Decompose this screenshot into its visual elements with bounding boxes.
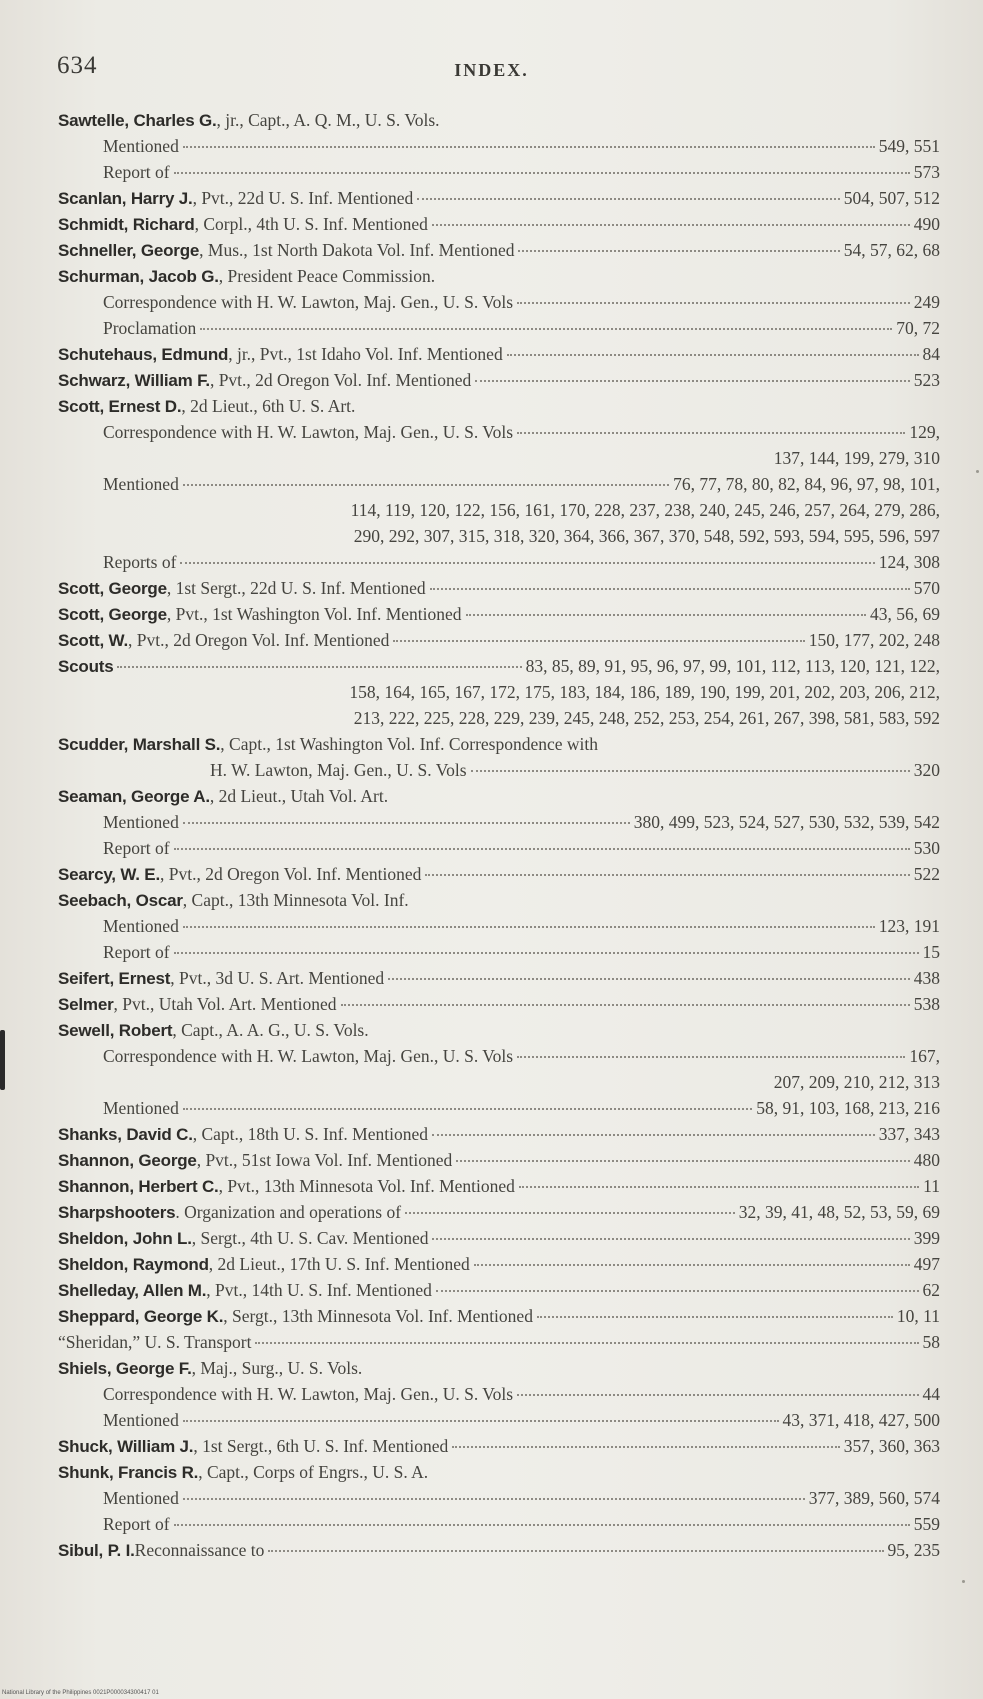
dot-leader	[436, 1274, 919, 1292]
dot-leader	[117, 650, 521, 668]
dot-leader	[268, 1534, 883, 1552]
page-references: 83, 85, 89, 91, 95, 96, 97, 99, 101, 112, 113, 120, 121, 122,	[525, 656, 940, 676]
entry-text: Mentioned	[103, 1410, 179, 1430]
index-continuation	[730, 1070, 940, 1094]
entry-name: Sharpshooters	[58, 1203, 176, 1222]
index-subentry	[103, 160, 940, 184]
entry-text: , Corpl., 4th U. S. Inf. Mentioned	[194, 214, 428, 234]
index-entry	[58, 1278, 940, 1302]
page-references: 320	[913, 760, 940, 780]
dot-leader	[452, 1430, 840, 1448]
dot-leader	[183, 130, 875, 148]
entry-text: , Pvt., 2d Oregon Vol. Inf. Mentioned	[159, 864, 422, 884]
index-subentry	[103, 472, 940, 496]
page-references: 84	[922, 344, 940, 364]
page-references: 207, 209, 210, 212, 313	[773, 1072, 940, 1092]
entry-text: , Pvt., 2d Oregon Vol. Inf. Mentioned	[127, 630, 390, 650]
index-continuation	[210, 706, 940, 730]
entry-text: Reconnaissance to	[134, 1540, 265, 1560]
entry-name: Shelleday, Allen M.	[58, 1281, 207, 1300]
page-references: 559	[913, 1514, 940, 1534]
entry-text: Mentioned	[103, 1488, 179, 1508]
index-entry	[58, 368, 940, 392]
index-subentry	[103, 810, 940, 834]
entry-text: Mentioned	[103, 916, 179, 936]
page-references: 167,	[909, 1046, 940, 1066]
index-subentry	[103, 420, 940, 444]
index-entry	[58, 1252, 940, 1276]
entry-text: , 1st Sergt., 22d U. S. Inf. Mentioned	[166, 578, 426, 598]
entry-name: Schurman, Jacob G.	[58, 267, 219, 286]
index-entry	[58, 966, 940, 990]
index-subentry	[103, 1382, 940, 1406]
entry-text: , Mus., 1st North Dakota Vol. Inf. Mentioned	[199, 240, 515, 260]
entry-name: Scouts	[58, 657, 114, 676]
entry-name: Scott, Ernest D.	[58, 397, 182, 416]
page-references: 573	[913, 162, 940, 182]
page-references: 438	[913, 968, 940, 988]
index-entry	[58, 108, 940, 132]
page-references: 123, 191	[878, 916, 940, 936]
dot-leader	[174, 156, 910, 174]
entry-text: , Pvt., Utah Vol. Art. Mentioned	[113, 994, 337, 1014]
dot-leader	[517, 286, 910, 304]
page-references: 54, 57, 62, 68	[843, 240, 940, 260]
entry-text: Proclamation	[103, 318, 197, 338]
page-references: 377, 389, 560, 574	[808, 1488, 940, 1508]
entry-name: Shannon, Herbert C.	[58, 1177, 219, 1196]
entry-text: , jr., Capt., A. Q. M., U. S. Vols.	[216, 110, 440, 130]
entry-text: , Pvt., 14th U. S. Inf. Mentioned	[206, 1280, 432, 1300]
dot-leader	[471, 754, 910, 772]
index-continuation	[210, 680, 940, 704]
dot-leader	[425, 858, 909, 876]
entry-name: Shanks, David C.	[58, 1125, 193, 1144]
entry-text: , Capt., 18th U. S. Inf. Mentioned	[192, 1124, 428, 1144]
entry-text: , 2d Lieut., Utah Vol. Art.	[209, 786, 389, 806]
entry-name: Sheppard, George K.	[58, 1307, 224, 1326]
dot-leader	[537, 1300, 893, 1318]
index-entry	[58, 1122, 940, 1146]
index-entry	[58, 212, 940, 236]
dot-leader	[474, 1248, 910, 1266]
entry-name: Seebach, Oscar	[58, 891, 183, 910]
page-references: 43, 371, 418, 427, 500	[782, 1410, 940, 1430]
page-header: INDEX.	[454, 60, 529, 80]
entry-text: , Pvt., 3d U. S. Art. Mentioned	[170, 968, 385, 988]
entry-name: Sewell, Robert	[58, 1021, 173, 1040]
speck	[976, 470, 979, 473]
entry-text: , Capt., Corps of Engrs., U. S. A.	[198, 1462, 429, 1482]
entry-text: , President Peace Commission.	[218, 266, 436, 286]
dot-leader	[183, 806, 630, 824]
index-entry	[58, 862, 940, 886]
entry-name: Sheldon, Raymond	[58, 1255, 209, 1274]
index-entry	[58, 732, 940, 756]
entry-text: , Pvt., 51st Iowa Vol. Inf. Mentioned	[196, 1150, 453, 1170]
entry-name: Schmidt, Richard	[58, 215, 195, 234]
entry-name: Sawtelle, Charles G.	[58, 111, 217, 130]
dot-leader	[174, 832, 910, 850]
page-references: 497	[913, 1254, 940, 1274]
entry-name: Shannon, George	[58, 1151, 197, 1170]
entry-name: Searcy, W. E.	[58, 865, 160, 884]
page-references: 549, 551	[878, 136, 940, 156]
page-references: 58, 91, 103, 168, 213, 216	[756, 1098, 940, 1118]
page-references: 249	[913, 292, 940, 312]
index-entry	[58, 1148, 940, 1172]
dot-leader	[517, 416, 905, 434]
index-subentry	[103, 940, 940, 964]
dot-leader	[183, 1404, 779, 1422]
entry-name: Scott, W.	[58, 631, 128, 650]
dot-leader	[183, 1092, 752, 1110]
binding-mark	[0, 1030, 5, 1090]
entry-text: , Maj., Surg., U. S. Vols.	[191, 1358, 363, 1378]
scan-footer: National Library of the Philippines 0021P000034300417 01	[2, 1690, 159, 1696]
entry-name: Schutehaus, Edmund	[58, 345, 229, 364]
index-subentry	[103, 914, 940, 938]
dot-leader	[466, 598, 866, 616]
index-subentry	[103, 1044, 940, 1068]
dot-leader	[475, 364, 909, 382]
page-references: 58	[922, 1332, 940, 1352]
dot-leader	[507, 338, 919, 356]
index-entry	[58, 784, 940, 808]
entry-text: “Sheridan,” U. S. Transport	[58, 1332, 252, 1352]
entry-text: , Sergt., 13th Minnesota Vol. Inf. Mentioned	[223, 1306, 533, 1326]
index-entry	[58, 1174, 940, 1198]
index-entry	[58, 1304, 940, 1328]
index-entry	[58, 1356, 940, 1380]
entry-text: H. W. Lawton, Maj. Gen., U. S. Vols	[210, 760, 467, 780]
index-entry	[58, 1538, 940, 1562]
page-references: 357, 360, 363	[843, 1436, 940, 1456]
speck	[962, 1580, 965, 1583]
dot-leader	[180, 546, 874, 564]
entry-name: Shuck, William J.	[58, 1437, 194, 1456]
page-references: 337, 343	[878, 1124, 940, 1144]
index-entry	[58, 1434, 940, 1458]
index-entry	[58, 576, 940, 600]
index-entry	[58, 394, 940, 418]
dot-leader	[519, 1170, 919, 1188]
page-references: 504, 507, 512	[843, 188, 940, 208]
index-entry	[58, 654, 940, 678]
page-references: 124, 308	[878, 552, 940, 572]
dot-leader	[255, 1326, 918, 1344]
entry-text: Report of	[103, 1514, 170, 1534]
entry-name: Sheldon, John L.	[58, 1229, 192, 1248]
dot-leader	[200, 312, 892, 330]
entry-name: Shunk, Francis R.	[58, 1463, 199, 1482]
index-continuation	[210, 498, 940, 522]
dot-leader	[518, 234, 839, 252]
index-subentry	[103, 1408, 940, 1432]
entry-name: Schwarz, William F.	[58, 371, 210, 390]
page-references: 76, 77, 78, 80, 82, 84, 96, 97, 98, 101,	[673, 474, 940, 494]
index-entry	[58, 1200, 940, 1224]
entry-text: , Pvt., 2d Oregon Vol. Inf. Mentioned	[209, 370, 472, 390]
entry-name: Scott, George	[58, 579, 167, 598]
page-references: 129,	[909, 422, 940, 442]
dot-leader	[393, 624, 804, 642]
index-subentry	[103, 1486, 940, 1510]
entry-text: Correspondence with H. W. Lawton, Maj. Gen., U. S. Vols	[103, 1384, 514, 1404]
entry-text: , Sergt., 4th U. S. Cav. Mentioned	[191, 1228, 429, 1248]
page-references: 213, 222, 225, 228, 229, 239, 245, 248, 252, 253, 254, 261, 267, 398, 581, 583, 592	[353, 708, 940, 728]
entry-text: Mentioned	[103, 1098, 179, 1118]
page-references: 399	[913, 1228, 940, 1248]
index-entry	[58, 602, 940, 626]
entry-name: Selmer	[58, 995, 114, 1014]
entry-text: Correspondence with H. W. Lawton, Maj. Gen., U. S. Vols	[103, 422, 514, 442]
dot-leader	[517, 1378, 918, 1396]
index-subentry	[103, 1512, 940, 1536]
index-subentry	[103, 290, 940, 314]
entry-text: , 2d Lieut., 17th U. S. Inf. Mentioned	[208, 1254, 470, 1274]
page-references: 490	[913, 214, 940, 234]
index-subentry	[103, 1096, 940, 1120]
page-references: 150, 177, 202, 248	[808, 630, 940, 650]
entry-name: Shiels, George F.	[58, 1359, 192, 1378]
entry-text: Mentioned	[103, 136, 179, 156]
index-subentry	[103, 836, 940, 860]
dot-leader	[430, 572, 910, 590]
dot-leader	[517, 1040, 905, 1058]
entry-name: Schneller, George	[58, 241, 200, 260]
index-entry	[58, 628, 940, 652]
dot-leader	[456, 1144, 910, 1162]
page-references: 95, 235	[887, 1540, 940, 1560]
entry-text: Mentioned	[103, 812, 179, 832]
page-references: 570	[913, 578, 940, 598]
entry-text: , Capt., 13th Minnesota Vol. Inf.	[182, 890, 409, 910]
entry-text: , 1st Sergt., 6th U. S. Inf. Mentioned	[193, 1436, 449, 1456]
page-references: 523	[913, 370, 940, 390]
entry-name: Scanlan, Harry J.	[58, 189, 193, 208]
entry-text: Report of	[103, 162, 170, 182]
dot-leader	[174, 936, 919, 954]
page-number: 634	[57, 52, 98, 79]
page-references: 62	[922, 1280, 940, 1300]
entry-name: Sibul, P. I.	[58, 1541, 135, 1560]
dot-leader	[432, 1118, 875, 1136]
index-entry	[58, 342, 940, 366]
page-references: 530	[913, 838, 940, 858]
page-references: 114, 119, 120, 122, 156, 161, 170, 228, 237, 238, 240, 245, 246, 257, 264, 279, 286,	[350, 500, 940, 520]
index-entry	[58, 1018, 940, 1042]
index-continuation	[730, 446, 940, 470]
entry-text: , Capt., A. A. G., U. S. Vols.	[172, 1020, 369, 1040]
page-references: 32, 39, 41, 48, 52, 53, 59, 69	[738, 1202, 940, 1222]
entry-text: , Pvt., 13th Minnesota Vol. Inf. Mentioned	[218, 1176, 515, 1196]
dot-leader	[388, 962, 910, 980]
index-entry	[58, 1460, 940, 1484]
dot-leader	[432, 1222, 909, 1240]
page-references: 11	[923, 1176, 940, 1196]
page-references: 290, 292, 307, 315, 318, 320, 364, 366, 367, 370, 548, 592, 593, 594, 595, 596, 597	[353, 526, 940, 546]
dot-leader	[405, 1196, 735, 1214]
index-entry	[58, 186, 940, 210]
page-references: 522	[913, 864, 940, 884]
entry-name: Scudder, Marshall S.	[58, 735, 221, 754]
page-references: 44	[922, 1384, 940, 1404]
entry-text: , Pvt., 1st Washington Vol. Inf. Mentioned	[166, 604, 462, 624]
index-entry	[58, 238, 940, 262]
entry-text: , Capt., 1st Washington Vol. Inf. Correspondence with	[220, 734, 599, 754]
index-entry	[58, 264, 940, 288]
index-continuation	[210, 524, 940, 548]
entry-name: Scott, George	[58, 605, 167, 624]
entry-text: . Organization and operations of	[175, 1202, 402, 1222]
entry-text: , Pvt., 22d U. S. Inf. Mentioned	[192, 188, 414, 208]
page-references: 10, 11	[896, 1306, 940, 1326]
index-entry	[58, 888, 940, 912]
entry-text: , jr., Pvt., 1st Idaho Vol. Inf. Mentioned	[228, 344, 503, 364]
index-subentry	[103, 134, 940, 158]
dot-leader	[341, 988, 910, 1006]
page-references: 137, 144, 199, 279, 310	[773, 448, 940, 468]
index-subentry	[103, 550, 940, 574]
page-references: 15	[922, 942, 940, 962]
index-subentry	[103, 316, 940, 340]
entry-text: Reports of	[103, 552, 177, 572]
dot-leader	[174, 1508, 910, 1526]
dot-leader	[183, 1482, 805, 1500]
dot-leader	[183, 468, 669, 486]
entry-text: Mentioned	[103, 474, 179, 494]
index-subentry	[58, 1330, 940, 1354]
entry-text: Correspondence with H. W. Lawton, Maj. Gen., U. S. Vols	[103, 292, 514, 312]
entry-text: Report of	[103, 942, 170, 962]
page-references: 538	[913, 994, 940, 1014]
entry-name: Seifert, Ernest	[58, 969, 171, 988]
index-entry	[58, 1226, 940, 1250]
entry-text: , 2d Lieut., 6th U. S. Art.	[181, 396, 356, 416]
index-subentry	[210, 758, 940, 782]
entry-name: Seaman, George A.	[58, 787, 210, 806]
page-references: 480	[913, 1150, 940, 1170]
page-references: 70, 72	[896, 318, 940, 338]
index-entry	[58, 992, 940, 1016]
dot-leader	[183, 910, 875, 928]
entry-text: Report of	[103, 838, 170, 858]
page-references: 43, 56, 69	[870, 604, 940, 624]
page-references: 158, 164, 165, 167, 172, 175, 183, 184, 186, 189, 190, 199, 201, 202, 203, 206, 212,	[349, 682, 940, 702]
dot-leader	[417, 182, 839, 200]
entry-text: Correspondence with H. W. Lawton, Maj. Gen., U. S. Vols	[103, 1046, 514, 1066]
dot-leader	[432, 208, 910, 226]
page-references: 380, 499, 523, 524, 527, 530, 532, 539, 542	[633, 812, 940, 832]
